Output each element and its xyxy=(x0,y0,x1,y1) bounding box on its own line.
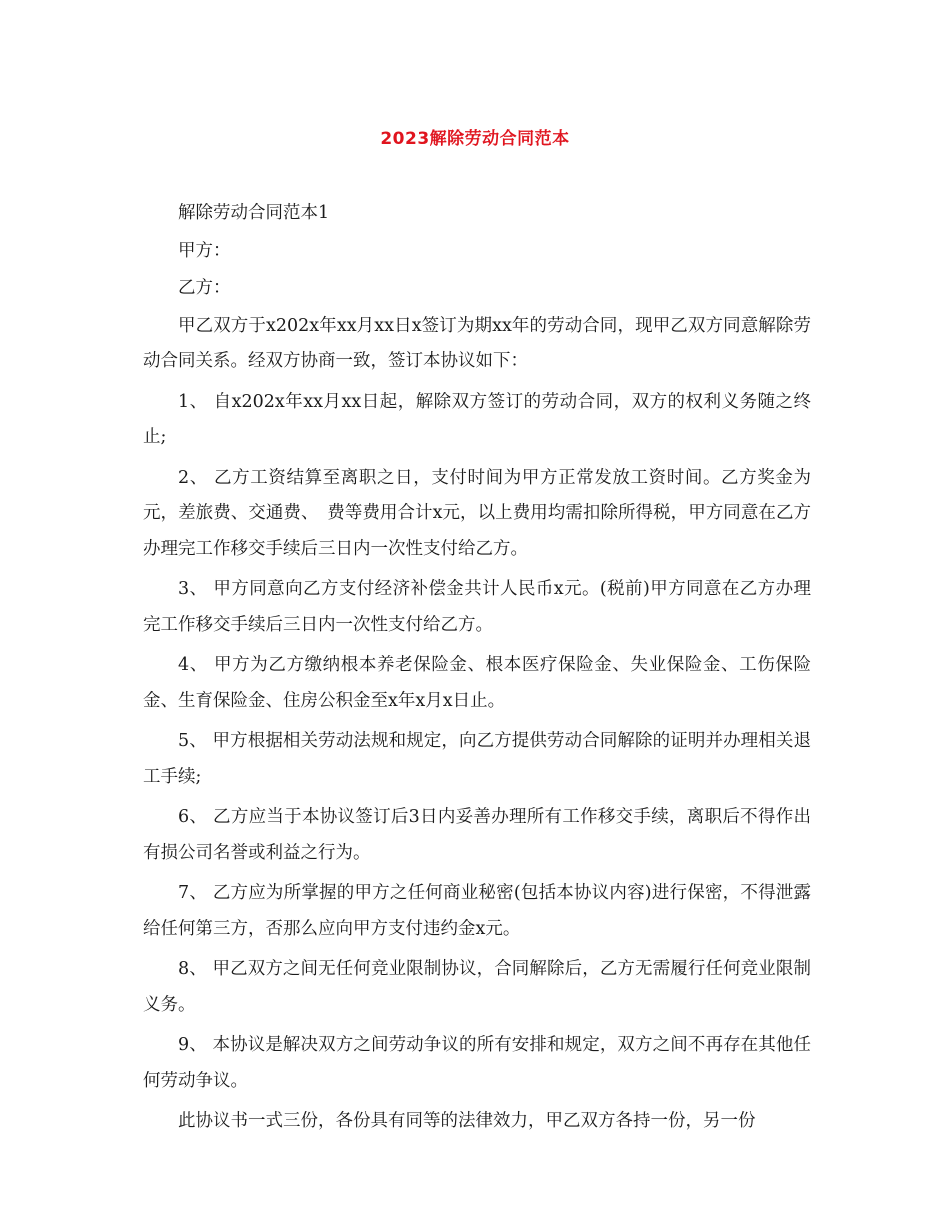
clause-5: 5、 甲方根据相关劳动法规和规定，向乙方提供劳动合同解除的证明并办理相关退工手续; xyxy=(143,731,811,787)
party-b-label: 乙方： xyxy=(178,278,231,298)
closing-paragraph: 此协议书一式三份，各份具有同等的法律效力，甲乙双方各持一份，另一份 xyxy=(178,1111,756,1131)
clause-7: 7、 乙方应为所掌握的甲方之任何商业秘密(包括本协议内容)进行保密，不得泄露给任何第三方，否那么应向甲方支付违约金x元。 xyxy=(143,883,811,939)
party-a-label: 甲方： xyxy=(178,240,231,261)
clause-1: 1、 自x202x年xx月xx日起，解除双方签订的劳动合同，双方的权利义务随之终止; xyxy=(143,391,811,447)
clause-6: 6、 乙方应当于本协议签订后3日内妥善办理所有工作移交手续，离职后不得作出有损公司名誉或利益之行为。 xyxy=(143,807,811,863)
document-title: 2023解除劳动合同范本 xyxy=(380,129,570,149)
intro-paragraph: 甲乙双方于x202x年xx月xx日x签订为期xx年的劳动合同，现甲乙双方同意解除劳动合同关系。经双方协商一致，签订本协议如下： xyxy=(143,315,811,371)
clause-2: 2、 乙方工资结算至离职之日，支付时间为甲方正常发放工资时间。乙方奖金为元，差旅费、交通费、 费等费用合计x元，以上费用均需扣除所得税，甲方同意在乙方办理完工作移交手续后三日内一次性支付给乙方。 xyxy=(143,467,811,559)
clause-9: 9、 本协议是解决双方之间劳动争议的所有安排和规定，双方之间不再存在其他任何劳动争议。 xyxy=(143,1035,811,1091)
clause-8: 8、 甲乙双方之间无任何竞业限制协议，合同解除后，乙方无需履行任何竞业限制义务。 xyxy=(143,959,811,1015)
clause-4: 4、 甲方为乙方缴纳根本养老保险金、根本医疗保险金、失业保险金、工伤保险金、生育保险金、住房公积金至x年x月x日止。 xyxy=(143,655,811,711)
document-body xyxy=(143,196,811,1145)
clause-3: 3、 甲方同意向乙方支付经济补偿金共计人民币x元。(税前)甲方同意在乙方办理完工作移交手续后三日内一次性支付给乙方。 xyxy=(143,579,811,635)
section-heading: 解除劳动合同范本1 xyxy=(178,203,330,223)
